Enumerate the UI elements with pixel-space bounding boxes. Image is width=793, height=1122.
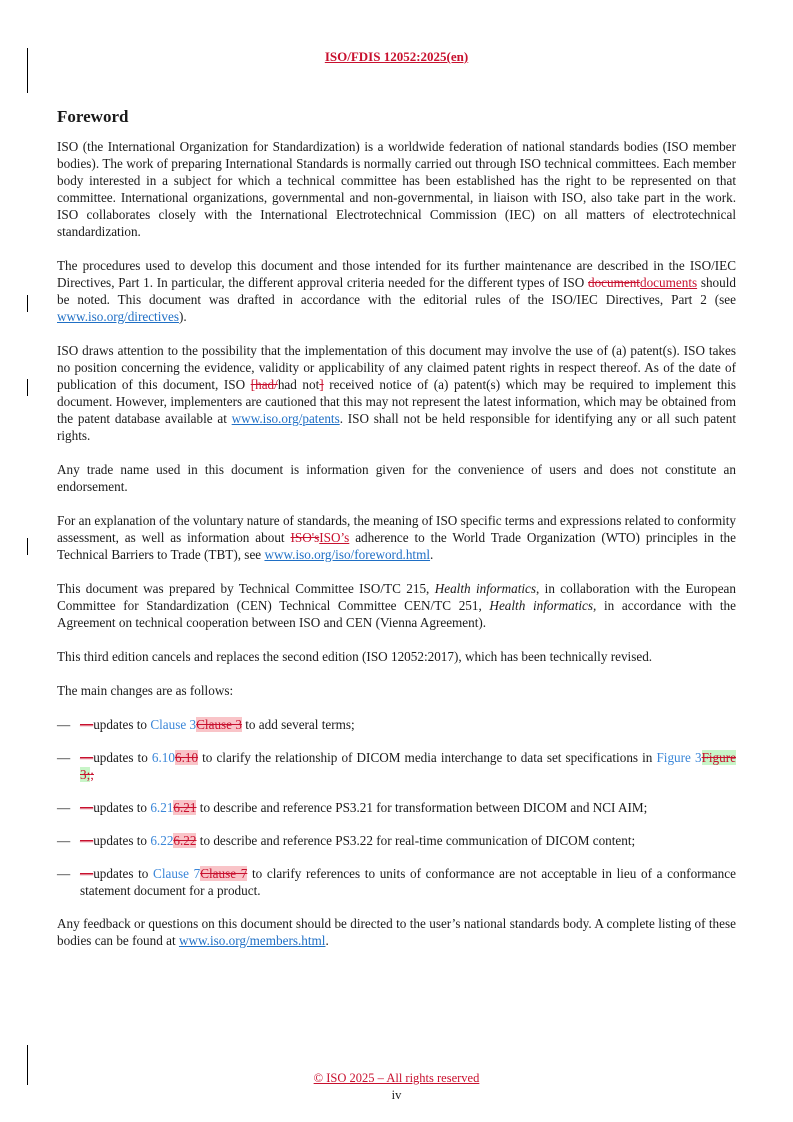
text-run: to clarify the relationship of DICOM media interchange to data set specifications in — [198, 750, 657, 765]
deleted-text: Clause 3 — [196, 717, 242, 732]
changes-list — [57, 716, 736, 899]
text-run: . ISO shall not be held responsible for identifying any or all such patent rights. — [57, 411, 736, 443]
text-run: updates to — [93, 833, 151, 848]
paragraph — [57, 648, 736, 665]
paragraph — [57, 138, 736, 240]
text-run: to clarify references to units of conformance are not acceptable in lieu of a conformance statement document for a product. — [80, 866, 736, 898]
text-run: received notice of (a) patent(s) which may be required to implement this document. However, implementers are cautioned that this may not represent the latest information, which may be obtained from the patent database available at — [57, 377, 736, 426]
list-dash: — — [57, 800, 71, 815]
text-run: , in collaboration with the European Committee for Standardization (CEN) Technical Committee CEN/TC 251, — [57, 581, 736, 613]
deleted-text: 6.10 — [174, 750, 199, 765]
text-run: updates to — [93, 717, 151, 732]
change-bar — [27, 48, 28, 93]
deleted-text: ISO's — [290, 530, 320, 545]
link[interactable]: www.iso.org/iso/foreword.html — [264, 547, 431, 562]
change-bar — [27, 538, 28, 555]
document-body — [57, 106, 736, 966]
paragraph — [57, 257, 736, 325]
list-dash: — — [57, 833, 71, 848]
list-item-text — [80, 799, 736, 816]
list-dash: — — [57, 866, 71, 881]
list-item — [57, 832, 736, 849]
link[interactable]: www.iso.org/members.html — [178, 933, 326, 948]
text-run: to describe and reference PS3.22 for real-time communication of DICOM content; — [196, 833, 636, 848]
deleted-text: [had/ — [250, 377, 278, 392]
deleted-text: — — [80, 866, 94, 881]
paragraph — [57, 512, 736, 563]
list-item — [57, 799, 736, 816]
deleted-text: ] — [319, 377, 324, 392]
deleted-text: — — [80, 750, 94, 765]
deleted-text: 6.21 — [173, 800, 197, 815]
text-run: Health informatics — [434, 581, 537, 596]
paragraphs — [57, 138, 736, 699]
section-title: Foreword — [57, 107, 129, 126]
deleted-text: 6.22 — [173, 833, 197, 848]
paragraph — [57, 580, 736, 631]
link[interactable]: www.iso.org/patents — [231, 411, 340, 426]
list-item-text — [80, 832, 736, 849]
text-run: adherence to the World Trade Organization (WTO) principles in the Technical Barriers to Trade (TBT), see — [57, 530, 736, 562]
cross-reference[interactable]: Clause 3 — [150, 717, 197, 732]
deleted-text: Figure 3; — [80, 750, 736, 782]
text-run: ). — [178, 309, 187, 324]
text-run: to describe and reference PS3.21 for transformation between DICOM and NCI AIM; — [196, 800, 648, 815]
closing-paragraph — [57, 915, 736, 949]
deleted-text: — — [80, 800, 94, 815]
text-run: Any trade name used in this document is information given for the convenience of users and does not constitute an endorsement. — [57, 462, 736, 494]
list-item — [57, 865, 736, 899]
text-run: updates to — [93, 800, 151, 815]
text-run: ISO (the International Organization for Standardization) is a worldwide federation of national standards bodies (ISO member bodies). The work of preparing International Standards is normally carried out through ISO technical committees. Each member body interested in a subject for which a technical committee has been established has the right to be represented on that committee. International organizations, governmental and non-governmental, in liaison with ISO, also take part in the work. ISO collaborates closely with the International Electrotechnical Commission (IEC) on all matters of electrotechnical standardization. — [57, 139, 736, 239]
document-header: ISO/FDIS 12052:2025(en) — [324, 49, 469, 64]
deleted-text: Clause 7 — [200, 866, 248, 881]
paragraph — [57, 342, 736, 444]
text-run: This third edition cancels and replaces the second edition (ISO 12052:2017), which has been technically revised. — [57, 649, 653, 664]
text-run: This document was prepared by Technical Committee ISO/TC 215, — [57, 581, 435, 596]
page-number: iv — [391, 1088, 402, 1102]
text-run: ISO draws attention to the possibility that the implementation of this document may involve the use of (a) patent(s). ISO takes no position concerning the evidence, validity or applicability of any claimed patent rights in respect thereof. As of the date of publication of this document, ISO — [57, 343, 736, 392]
list-item-text — [80, 749, 736, 783]
list-item-text — [80, 716, 736, 733]
list-dash: — — [57, 750, 71, 765]
cross-reference[interactable]: Figure 3 — [656, 750, 702, 765]
change-bar — [27, 295, 28, 312]
text-run: Any feedback or questions on this document should be directed to the user’s national standards body. A complete listing of these bodies can be found at — [57, 916, 736, 948]
text-run: had not — [277, 377, 320, 392]
inserted-text: ISO’s — [319, 530, 350, 545]
text-run: . — [430, 547, 434, 562]
text-run: in accordance with the Agreement on technical cooperation between ISO and CEN (Vienna Agreement). — [57, 598, 737, 630]
deleted-text: document — [587, 275, 640, 290]
deleted-text: ; — [90, 767, 94, 782]
cross-reference[interactable]: Clause 7 — [153, 866, 201, 881]
text-run: updates to — [93, 750, 152, 765]
inserted-text: documents — [639, 275, 698, 290]
deleted-text: — — [80, 717, 94, 732]
cross-reference[interactable]: 6.21 — [150, 800, 174, 815]
text-run: Health informatics, — [489, 598, 597, 613]
text-run: updates to — [93, 866, 154, 881]
deleted-text: — — [80, 833, 94, 848]
text-run: . — [325, 933, 329, 948]
cross-reference[interactable]: 6.10 — [151, 750, 175, 765]
paragraph — [57, 461, 736, 495]
text-run: The procedures used to develop this document and those intended for its further maintenance are described in the ISO/IEC Directives, Part 1. In particular, the different approval criteria needed for the different types of ISO — [57, 258, 736, 290]
text-run: should be noted. This document was drafted in accordance with the editorial rules of the ISO/IEC Directives, Part 2 (see — [57, 275, 737, 307]
link[interactable]: www.iso.org/directives — [57, 309, 179, 324]
list-item-text — [80, 865, 736, 899]
cross-reference[interactable]: 6.22 — [150, 833, 174, 848]
paragraph — [57, 682, 736, 699]
text-run: to add several terms; — [241, 717, 355, 732]
text-run: The main changes are as follows: — [57, 683, 234, 698]
list-item — [57, 749, 736, 783]
list-item — [57, 716, 736, 733]
copyright-footer: © ISO 2025 – All rights reserved — [313, 1071, 480, 1085]
list-dash: — — [57, 717, 71, 732]
change-bar — [27, 379, 28, 396]
text-run: For an explanation of the voluntary nature of standards, the meaning of ISO specific terms and expressions related to conformity assessment, as well as information about — [57, 513, 736, 545]
